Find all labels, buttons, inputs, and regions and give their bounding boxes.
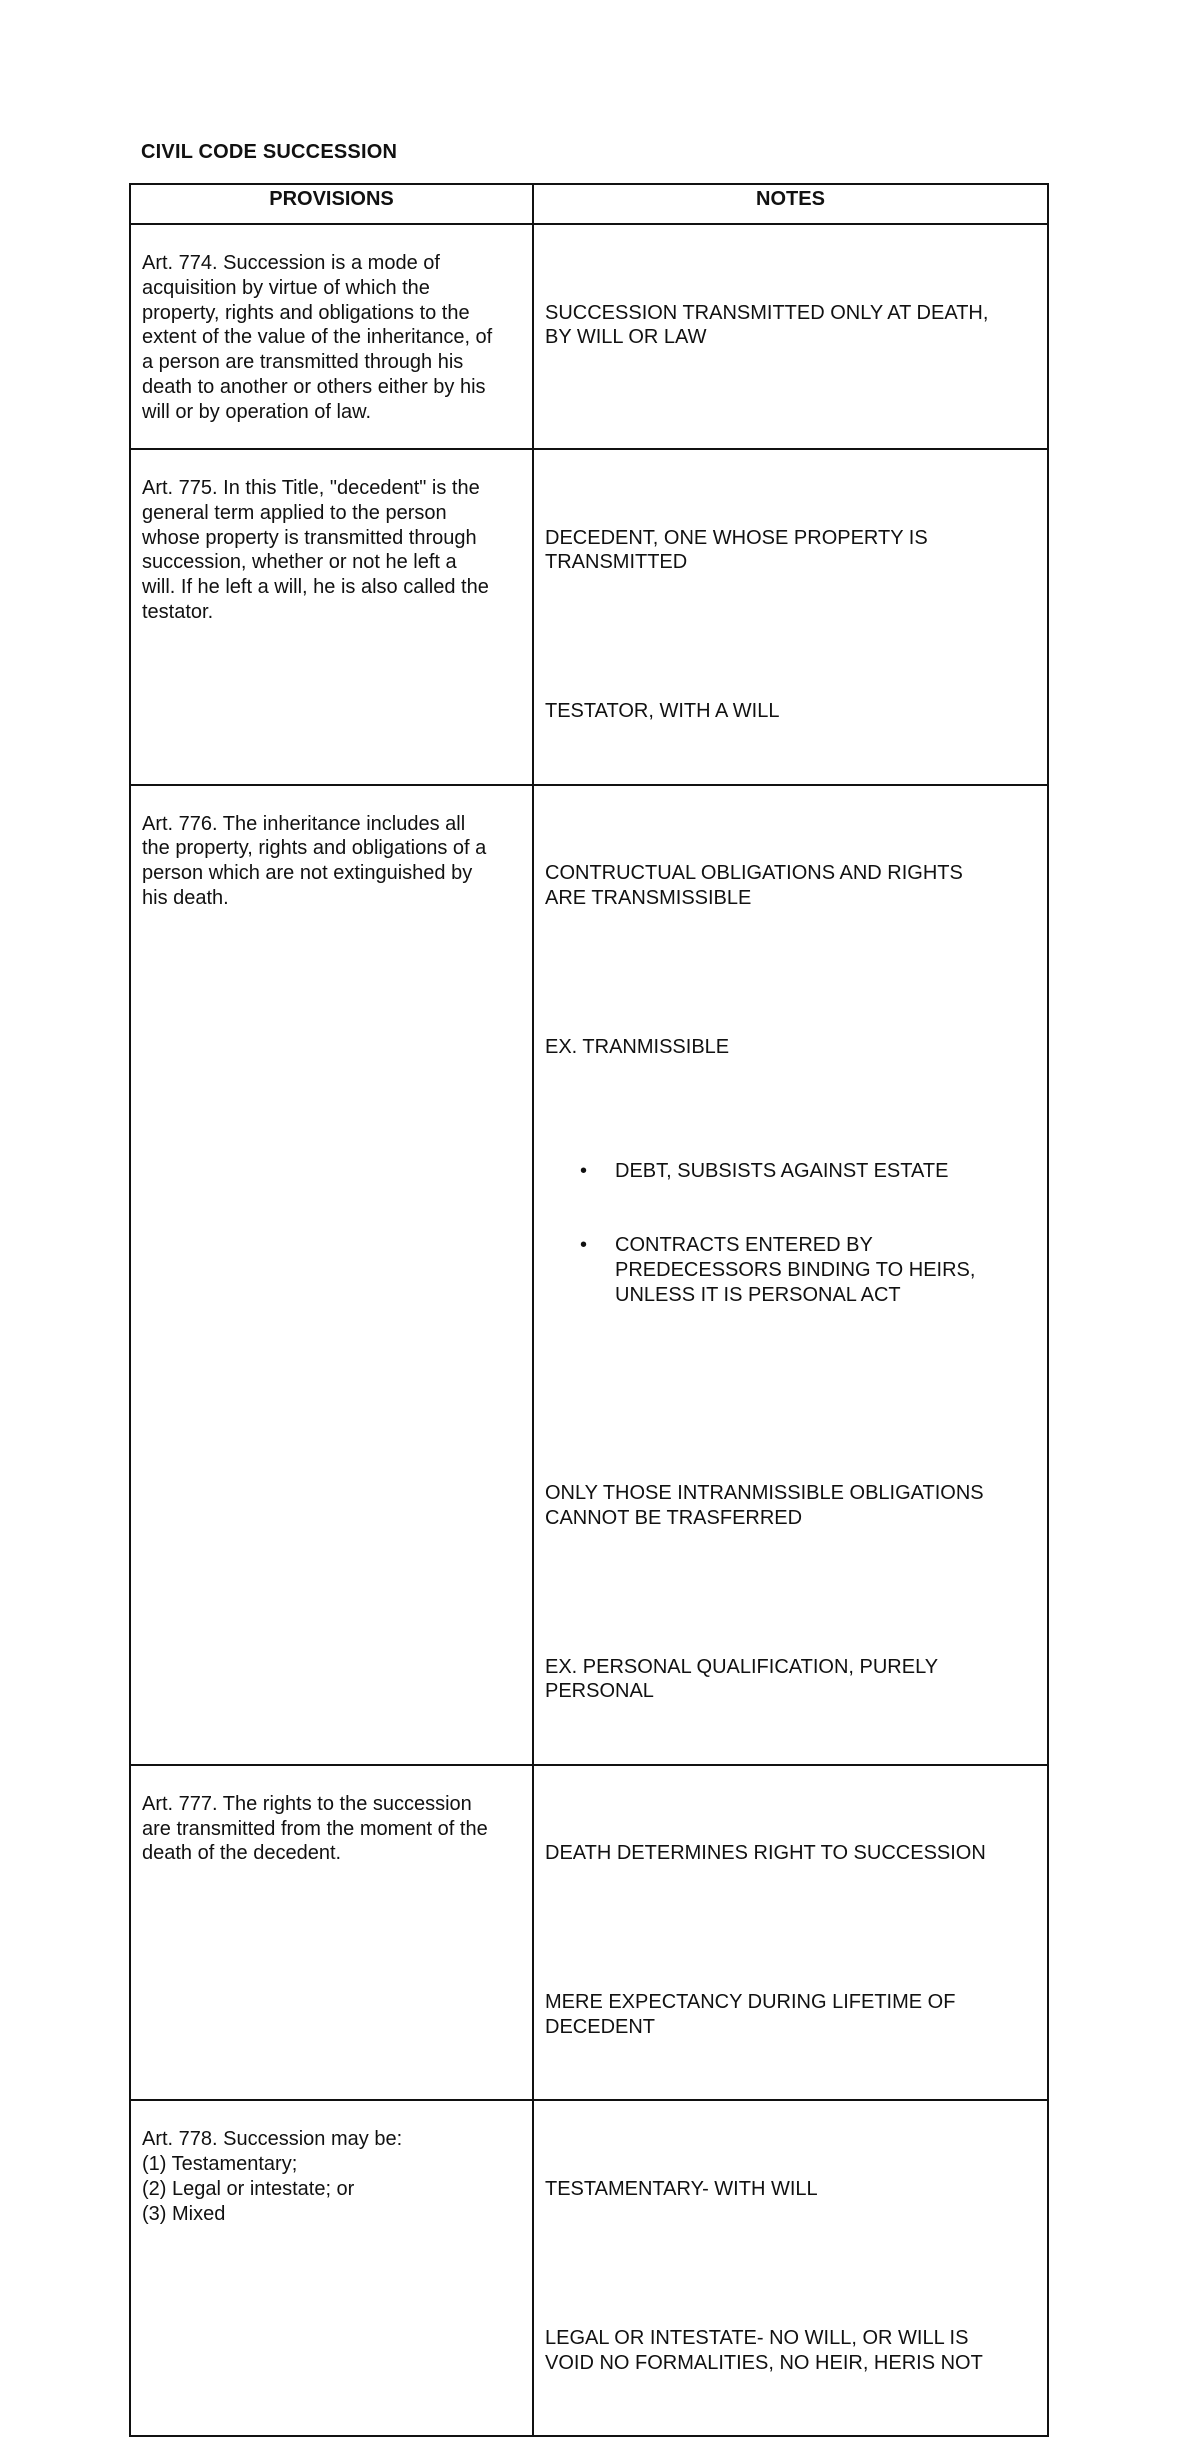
notes-cell: [533, 785, 1048, 1765]
note-text: EX. PERSONAL QUALIFICATION, PURELY PERSONAL: [545, 1655, 939, 1703]
note-text: MERE EXPECTANCY DURING LIFETIME OF DECEDENT: [545, 1991, 956, 2039]
notes-art-776: [534, 786, 1047, 1764]
bullet-icon: •: [580, 1234, 588, 1257]
note-text: SUCCESSION TRANSMITTED ONLY AT DEATH, BY WILL OR LAW: [545, 301, 989, 349]
note-text: TESTAMENTARY- WITH WILL: [545, 2178, 818, 2200]
table-row: [130, 785, 1048, 1765]
succession-table: [129, 183, 1049, 2437]
bullet-list: [545, 1109, 1037, 1357]
notes-cell: [533, 449, 1048, 785]
bullet-icon: •: [580, 1159, 588, 1182]
notes-art-777: [534, 1766, 1047, 2100]
table-row: [130, 2100, 1048, 2436]
provision-cell: [130, 2100, 533, 2436]
notes-cell: [533, 2100, 1048, 2436]
document-title: CIVIL CODE SUCCESSION: [141, 141, 398, 163]
note-text: DEATH DETERMINES RIGHT TO SUCCESSION: [545, 1842, 986, 1865]
notes-cell: [533, 1765, 1048, 2101]
provision-cell: [130, 785, 533, 1765]
notes-art-778: [534, 2101, 1047, 2435]
note-text: CONTRUCTUAL OBLIGATIONS AND RIGHTS ARE TRANSMISSIBLE: [545, 862, 963, 909]
note-text: DECEDENT, ONE WHOSE PROPERTY IS TRANSMITTED: [545, 526, 928, 574]
note-text: LEGAL OR INTESTATE- NO WILL, OR WILL IS VOID NO FORMALITIES, NO HEIR, HERIS NOT: [545, 2326, 983, 2374]
header-notes: NOTES: [533, 184, 1048, 224]
note-text: EX. TRANMISSIBLE: [545, 1035, 730, 1058]
provision-cell: [130, 1765, 533, 2101]
note-text: ONLY THOSE INTRANMISSIBLE OBLIGATIONS CANNOT BE TRASFERRED: [545, 1482, 984, 1529]
provision-text-art-777: Art. 777. The rights to the succession are transmitted from the moment of the death of the decedent.: [142, 1792, 488, 1865]
notes-art-775: [534, 450, 1047, 784]
header-provisions: PROVISIONS: [130, 184, 533, 224]
table-row: [130, 449, 1048, 785]
list-item: • DEBT, SUBSISTS AGAINST ESTATE: [580, 1159, 949, 1182]
table-header-row: [130, 184, 1048, 224]
provision-text-art-776: Art. 776. The inheritance includes all the property, rights and obligations of a person which are not extinguished by his death.: [142, 812, 487, 909]
provision-text-art-775: Art. 775. In this Title, "decedent" is the general term applied to the person whose property is transmitted through succession, whether or not he left a will. If he left a will, he is also called the testator.: [142, 477, 489, 623]
notes-art-774: [534, 225, 1047, 410]
provision-cell: [130, 449, 533, 785]
provision-cell: [130, 224, 533, 449]
table-row: [130, 1765, 1048, 2101]
notes-cell: [533, 224, 1048, 449]
list-item: • CONTRACTS ENTERED BY PREDECESSORS BINDING TO HEIRS, UNLESS IT IS PERSONAL ACT: [580, 1234, 976, 1306]
note-text: TESTATOR, WITH A WILL: [545, 700, 780, 723]
provision-text-art-778: Art. 778. Succession may be: (1) Testamentary; (2) Legal or intestate; or (3) Mixed: [142, 2128, 403, 2225]
provision-text-art-774: Art. 774. Succession is a mode of acquisition by virtue of which the property, rights and obligations to the extent of the value of the inheritance, of a person are transmitted through his death to another or others either by his will or by operation of law.: [142, 252, 493, 423]
table-row: [130, 224, 1048, 449]
